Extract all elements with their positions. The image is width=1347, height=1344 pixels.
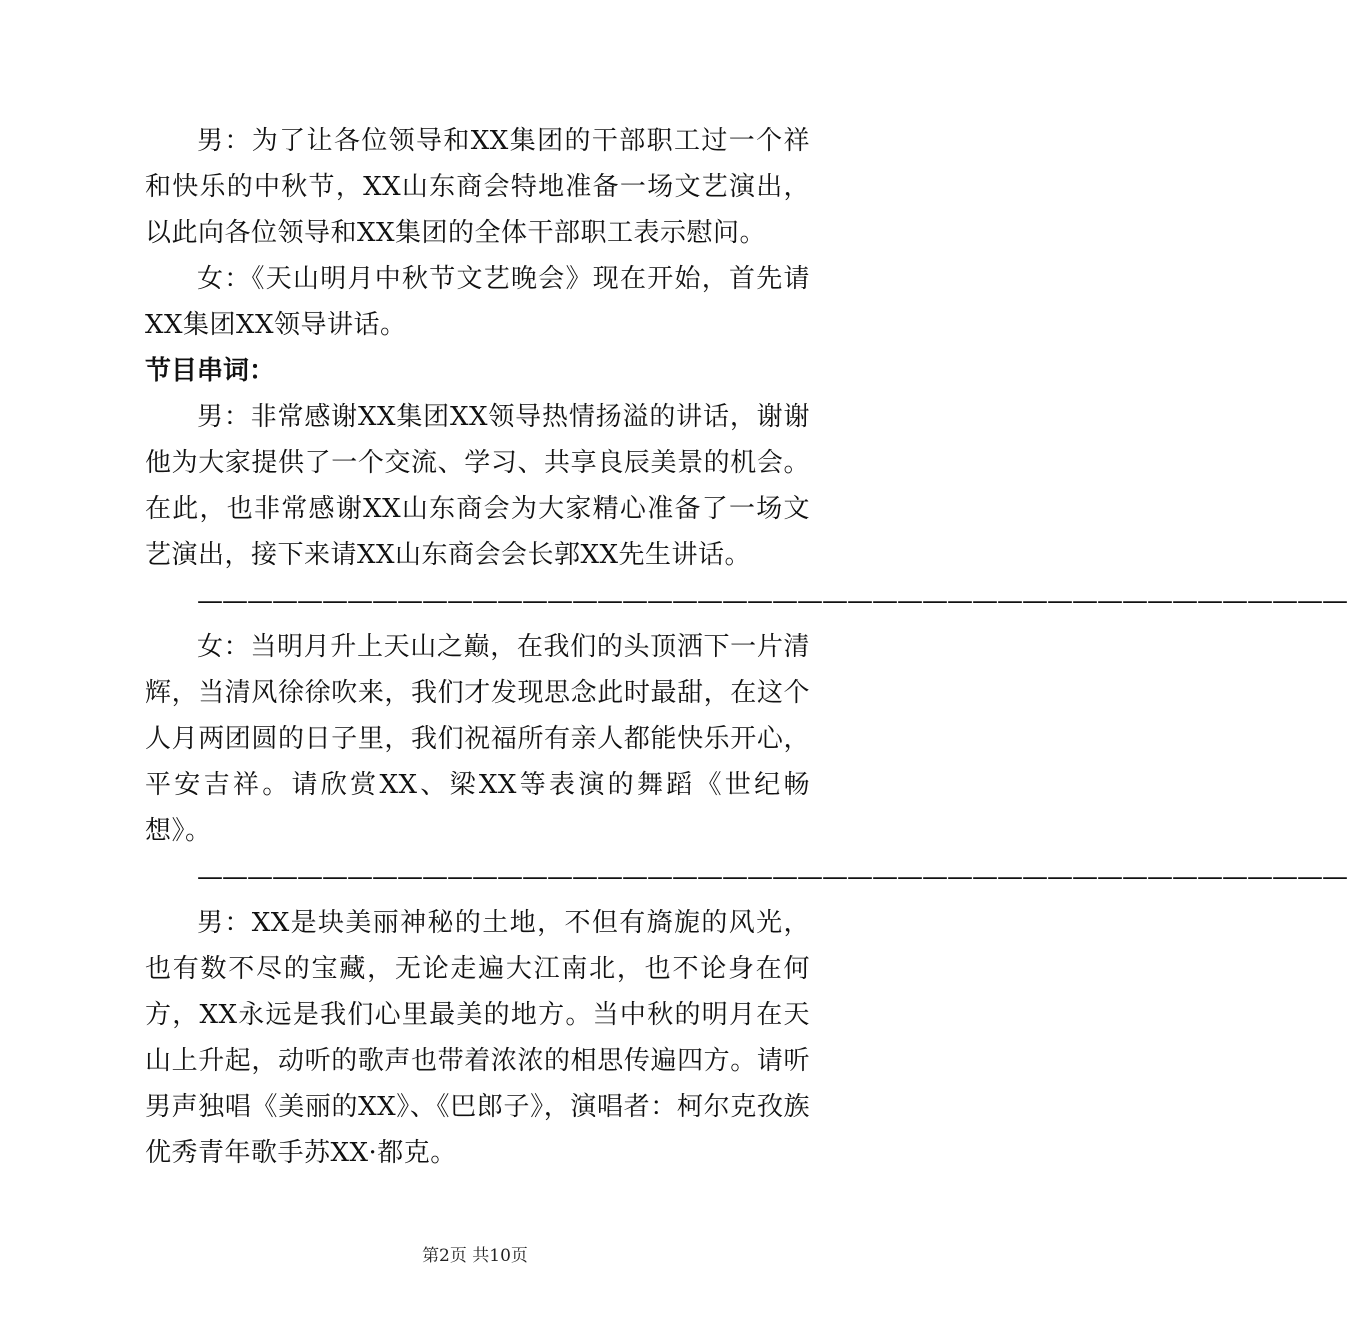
divider-line: —————————————————————————————————————————————— (197, 586, 1347, 616)
paragraph-moon-female: 女：当明月升上天山之巅，在我们的头顶洒下一片清辉，当清风徐徐吹来，我们才发现思念此时最甜，在这个人月两团圆的日子里，我们祝福所有亲人都能快乐开心，平安吉祥。请欣赏XX、梁XX等表演的舞蹈《世纪畅想》。 (145, 632, 810, 846)
divider-line: —————————————————————————————————————————————— (197, 862, 1347, 892)
paragraph-song-male: 男：XX是块美丽神秘的土地，不但有旖旎的风光，也有数不尽的宝藏，无论走遍大江南北，也不论身在何方，XX永远是我们心里最美的地方。当中秋的明月在天山上升起，动听的歌声也带着浓浓的相思传遍四方。请听男声独唱《美丽的XX》、《巴郎子》，演唱者：柯尔克孜族优秀青年歌手苏XX·都克。 (145, 908, 810, 1168)
document-body (145, 118, 1347, 1176)
section-heading: 节目串词： (145, 356, 276, 386)
paragraph-opening-female: 女：《天山明月中秋节文艺晚会》现在开始，首先请XX集团XX领导讲话。 (145, 264, 810, 340)
paragraph-opening-male: 男：为了让各位领导和XX集团的干部职工过一个祥和快乐的中秋节，XX山东商会特地准备一场文艺演出，以此向各位领导和XX集团的全体干部职工表示慰问。 (145, 126, 810, 248)
paragraph-thanks-male: 男：非常感谢XX集团XX领导热情扬溢的讲话，谢谢他为大家提供了一个交流、学习、共享良辰美景的机会。在此，也非常感谢XX山东商会为大家精心准备了一场文艺演出，接下来请XX山东商会会长郭XX先生讲话。 (145, 402, 810, 570)
page-number-footer: 第2页 共10页 (422, 1246, 528, 1266)
